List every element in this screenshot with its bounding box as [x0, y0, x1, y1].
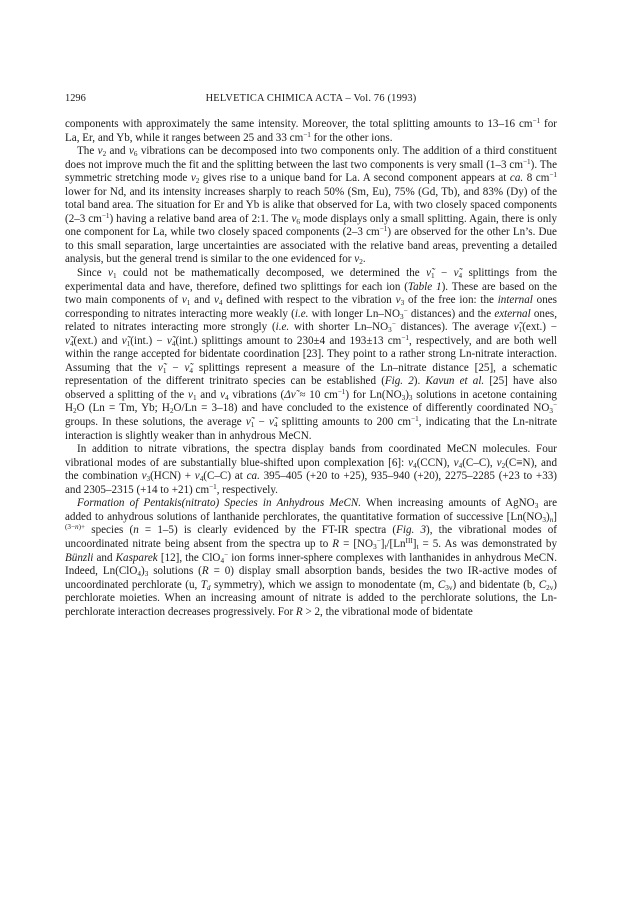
body-paragraph: Formation of Pentakis(nitrato) Species in Anhydrous MeCN. When increasing amounts of AgNO$_3$ are added to anhydrous solutions of lanthanide perchlorates, the quantitative formation of successive $[Ln(NO_3)_n]^{(3-n)+}$ species (n = 1–5) is clearly evidenced by the FT-IR spectra (Fig. 3), the vibrational modes of uncoordinated nitrate being absent from the spectra up to $R = [NO_3^-]_t/[Ln^{III}]_t = 5$. As was demonstrated by Bünzli and Kasparek [12], the ClO$_4$− ion forms inner-sphere complexes with lanthanides in anhydrous MeCN. Indeed, $Ln(ClO_4)_3$ solutions (R = 0) display small absorption bands, besides the two IR-active modes of uncoordinated perchlorate (u, $T_d$ symmetry), which we assign to monodentate (m, $C_{3v}$) and bidentate (b, $C_{2v}$) perchlorate moieties. When an increasing amount of nitrate is added to the perchlorate solutions, the Ln-perchlorate interaction decreases progressively. For R > 2, the vibrational mode of bidentate [65, 497, 558, 618]
article-body [65, 118, 557, 619]
body-paragraph: Since $\nu_1$ could not be mathematically decomposed, we determined the $\nũ_1$ − $\nũ_4$ splittings from the experimental data and have, therefore, defined two splittings for each ion (Table 1). These are based on the two main components of $\nu_1$ and $\nu_4$ defined with respect to the vibration $\nu_3$ of the free ion: the internal ones corresponding to nitrates interacting more weakly (i.e. with longer $Ln-NO_3^-$ distances) and the external ones, related to nitrates interacting more strongly (i.e. with shorter $Ln-NO_3^-$ distances). The average $\nũ_1(ext.)$ − $\nũ_4(ext.)$ and $\nũ_1(int.)$ − $\nũ_4(int.)$ splittings amount to 230±4 and 193±13 $cm^{-1}$, respectively, and are both well within the range accepted for bidentate coordination [23]. They point to a rather strong Ln-nitrate interaction. Assuming that the $\nũ_1$ − $\nũ_4$ splittings represent a measure of the Ln–nitrate distance [25], a schematic representation of the different trinitrato species can be established (Fig. 2). Kavun et al. [25] have also observed a splitting of the $\nu_1$ and $\nu_4$ vibrations (Δν̃ ≈ 10 $cm^{-1}$) for $Ln(NO_3)_3$ solutions in acetone containing $H_2O$ (Ln = Tm, Yb; $H_2O/Ln = 3-18$) and have concluded to the existence of differently coordinated $NO_3^-$ groups. In these solutions, the average $\nũ_1$ − $\nũ_4$ splitting amounts to 200 $cm^{-1}$, indicating that the Ln-nitrate interaction is slightly weaker than in anhydrous MeCN. [65, 267, 558, 442]
running-header [65, 92, 557, 106]
page-number: 1296 [65, 93, 86, 104]
journal-title: HELVETICA CHIMICA ACTA – Vol. 76 (1993) [205, 93, 417, 104]
body-paragraph: components with approximately the same intensity. Moreover, the total splitting amounts to 13–16 $cm^{-1}$ for La, Er, and Yb, while it ranges between 25 and 33 $cm^{-1}$ for the other ions. [65, 117, 557, 144]
body-paragraph: In addition to nitrate vibrations, the spectra display bands from coordinated MeCN molecules. Four vibrational modes of are substantially blue-shifted upon complexation [6]: $\nu_4(CCN)$, $\nu_4(C-C)$, $\nu_2(C\equiv N)$, and the combination $\nu_3(HCN) + \nu_4(C-C)$ at ca. 395–405 (+20 to +25), 935–940 (+20), 2275–2285 (+23 to +33) and 2305–2315 (+14 to +21) $cm^{-1}$, respectively. [65, 443, 558, 496]
body-paragraph: The $\nu_2$ and $\nu_6$ vibrations can be decomposed into two components only. The addition of a third constituent does not improve much the fit and the splitting between the last two components is very small (1–3 $cm^{-1}$). The symmetric stretching mode $\nu_2$ gives rise to a unique band for La. A second component appears at ca. 8 $cm^{-1}$ lower for Nd, and its intensity increases sharply to reach 50% (Sm, Eu), 75% (Gd, Tb), and 83% (Dy) of the total band area. The situation for Er and Yb is alike that observed for La, with two closely spaced components (2–3 $cm^{-1}$) having a relative band area of 2:1. The $\nu_6$ mode displays only a small splitting. Again, there is only one component for La, while two closely spaced components (2–3 $cm^{-1}$) are observed for the other Ln’s. Due to this small separation, large uncertainties are associated with the relative band areas, preventing a detailed analysis, but the general trend is similar to the one evidenced for $\nu_2$. [65, 145, 557, 267]
journal-page [65, 92, 557, 619]
